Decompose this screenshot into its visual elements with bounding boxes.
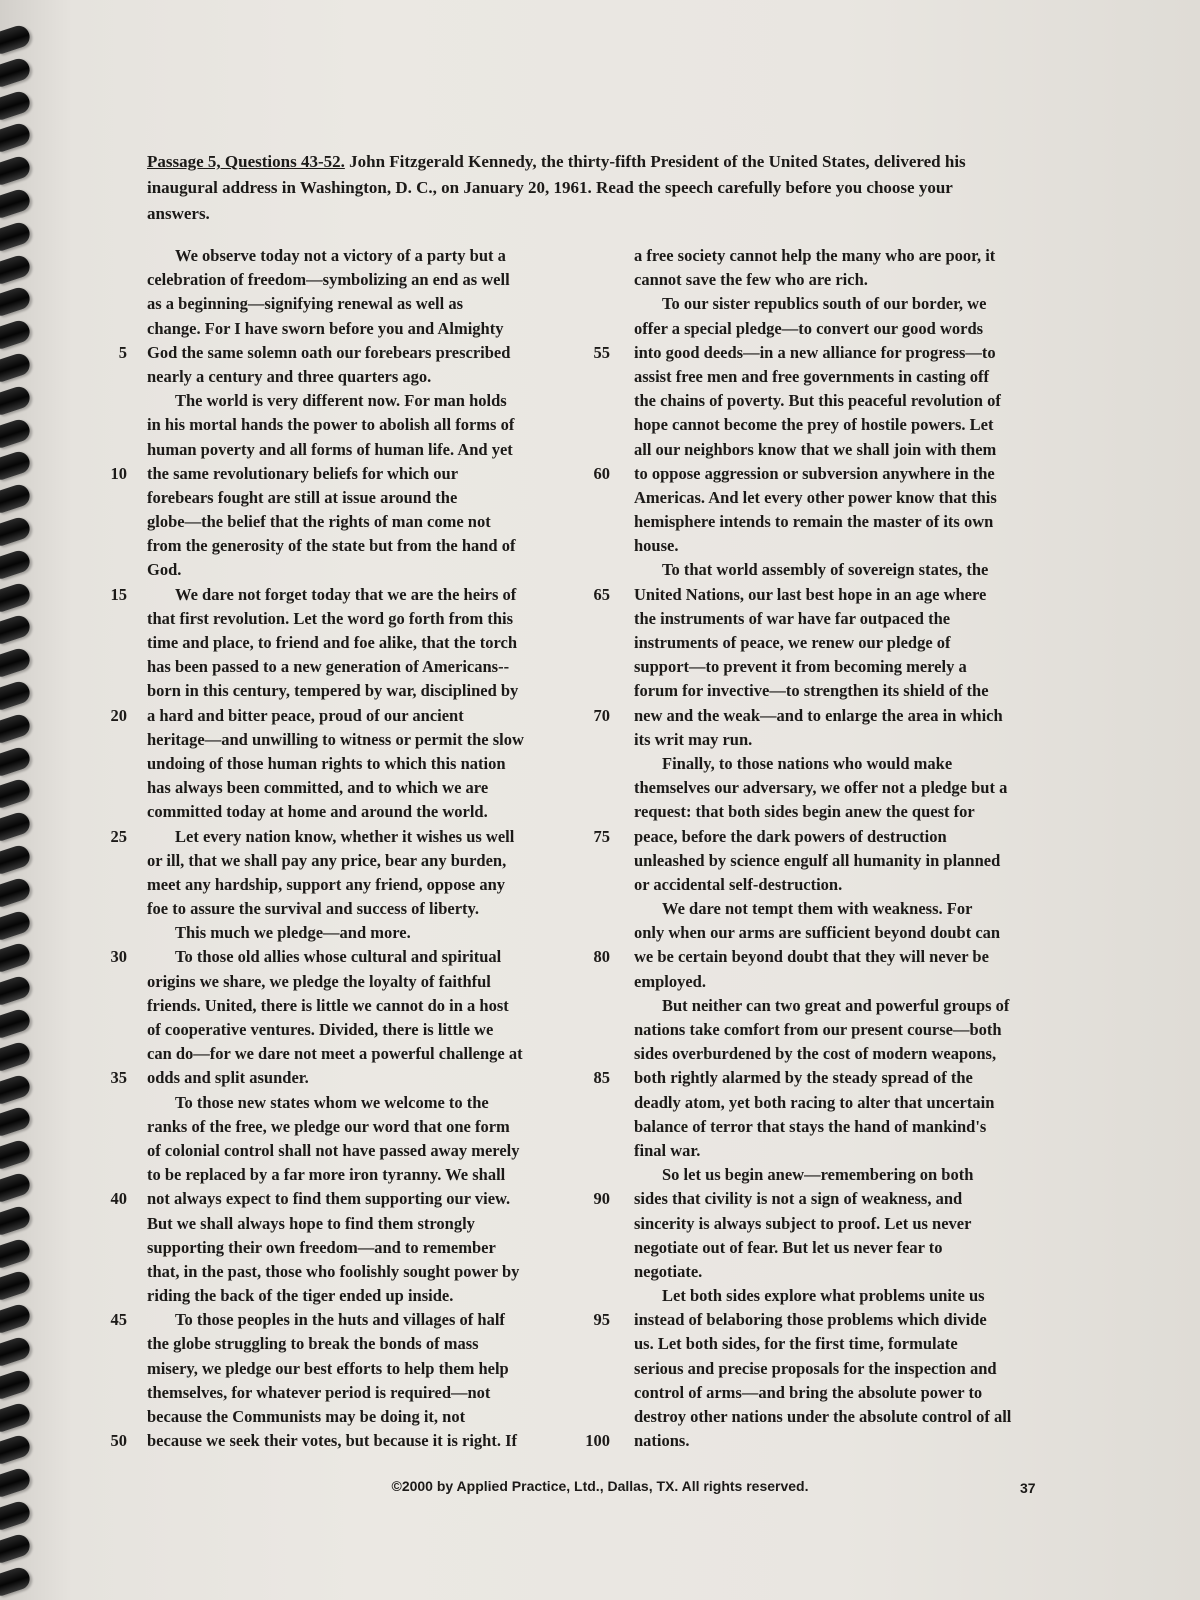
- spiral-ring: [0, 384, 33, 416]
- passage-line: [147, 268, 587, 292]
- passage-line: [634, 389, 1064, 413]
- passage-line: [634, 631, 1064, 655]
- passage-text: instead of belaboring those problems which divide: [634, 1310, 987, 1330]
- passage-text: forum for invective—to strengthen its shield of the: [634, 681, 989, 701]
- passage-line: [147, 631, 587, 655]
- passage-line: [147, 921, 587, 945]
- passage-text: ranks of the free, we pledge our word that one form: [147, 1116, 510, 1136]
- passage-text: the instruments of war have far outpaced the: [634, 608, 951, 628]
- passage-line: [110, 945, 587, 969]
- passage-text: new and the weak—and to enlarge the area in which: [634, 705, 1003, 725]
- passage-line: [593, 825, 1064, 849]
- passage-line: [634, 921, 1064, 945]
- passage-line: [593, 583, 1064, 607]
- passage-text: misery, we pledge our best efforts to help them help: [147, 1358, 509, 1378]
- passage-line: [634, 534, 1064, 558]
- passage-line: [147, 1163, 587, 1187]
- passage-text: balance of terror that stays the hand of mankind's: [634, 1116, 987, 1136]
- passage-line: [634, 1236, 1064, 1260]
- passage-text: The world is very different now. For man holds: [175, 391, 507, 411]
- passage-text: a hard and bitter peace, proud of our ancient: [147, 705, 464, 725]
- passage-text: we be certain beyond doubt that they will never be: [634, 947, 989, 967]
- passage-text: change. For I have sworn before you and Almighty: [147, 318, 504, 338]
- spiral-ring: [0, 1171, 33, 1203]
- passage-line: [634, 1042, 1064, 1066]
- spiral-ring: [0, 1073, 33, 1105]
- line-number: 5: [118, 342, 127, 362]
- passage-text: destroy other nations under the absolute control of all: [634, 1407, 1012, 1426]
- spiral-ring: [0, 515, 33, 547]
- passage-text: nations take comfort from our present course—both: [634, 1020, 1002, 1039]
- passage-line: [147, 728, 587, 752]
- passage-text: house.: [634, 536, 679, 556]
- passage-line: [634, 510, 1064, 534]
- passage-text: all our neighbors know that we shall join with them: [634, 439, 997, 459]
- passage-text: to be replaced by a far more iron tyranny. We shall: [147, 1165, 506, 1185]
- passage-text: origins we share, we pledge the loyalty of faithful: [147, 971, 491, 991]
- passage-line: [634, 413, 1064, 437]
- passage-text: instruments of peace, we renew our pledge of: [634, 633, 951, 652]
- passage-text: employed.: [634, 971, 706, 991]
- line-number: 20: [110, 705, 127, 725]
- passage-line: [634, 1260, 1064, 1284]
- passage-text: Americas. And let every other power know that this: [634, 487, 997, 507]
- passage-text: To our sister republics south of our border, we: [662, 294, 987, 314]
- spiral-ring: [0, 285, 33, 317]
- passage-text: nations.: [634, 1431, 690, 1451]
- passage-line: [634, 679, 1064, 703]
- line-number: 15: [110, 584, 127, 604]
- passage-text: not always expect to find them supporting our view.: [147, 1189, 511, 1209]
- passage-text: odds and split asunder.: [147, 1068, 309, 1088]
- passage-text: committed today at home and around the world.: [147, 802, 488, 822]
- passage-line: [593, 341, 1064, 365]
- spiral-ring: [0, 1040, 33, 1072]
- spiral-ring: [0, 1302, 33, 1334]
- passage-line: [634, 728, 1064, 752]
- passage-text: This much we pledge—and more.: [175, 923, 411, 943]
- passage-line: [634, 292, 1064, 316]
- passage-text: unleashed by science engulf all humanity in planned: [634, 850, 1001, 870]
- passage-line: [634, 800, 1064, 824]
- passage-text: because we seek their votes, but because it is right. If: [147, 1431, 517, 1451]
- passage-line: [110, 1187, 587, 1211]
- passage-line: [147, 849, 587, 873]
- passage-text: because the Communists may be doing it, not: [147, 1407, 466, 1426]
- intro-line: inaugural address in Washington, D. C., on January 20, 1961. Read the speech carefully before you choose your: [147, 178, 953, 197]
- passage-line: [147, 752, 587, 776]
- spiral-ring: [0, 1269, 33, 1301]
- passage-text: foe to assure the survival and success of liberty.: [147, 899, 479, 919]
- line-number: 40: [110, 1189, 127, 1209]
- spiral-ring: [0, 121, 33, 153]
- spiral-ring: [0, 777, 33, 809]
- spiral-ring: [0, 23, 33, 55]
- passage-line: [147, 776, 587, 800]
- passage-line: [634, 1381, 1064, 1405]
- spiral-ring: [0, 941, 33, 973]
- passage-text: only when our arms are sufficient beyond doubt can: [634, 923, 1001, 943]
- passage-line: [147, 244, 587, 268]
- spiral-ring: [0, 581, 33, 613]
- passage-text: the chains of poverty. But this peaceful revolution of: [634, 391, 1001, 411]
- passage-line: [634, 558, 1064, 582]
- passage-line: [147, 413, 587, 437]
- spiral-ring: [0, 56, 33, 88]
- passage-text: celebration of freedom—symbolizing an end as well: [147, 270, 510, 290]
- spiral-ring: [0, 1138, 33, 1170]
- spiral-ring: [0, 843, 33, 875]
- spiral-ring: [0, 1401, 33, 1433]
- passage-line: [147, 1042, 587, 1066]
- passage-text: support—to prevent it from becoming merely a: [634, 657, 967, 677]
- spiral-binding: [0, 20, 40, 1600]
- passage-text: has always been committed, and to which we are: [147, 778, 489, 798]
- passage-text: We dare not tempt them with weakness. For: [662, 899, 973, 919]
- passage-line: [634, 317, 1064, 341]
- passage-text: final war.: [634, 1140, 701, 1160]
- passage-line: [147, 970, 587, 994]
- spiral-ring: [0, 1335, 33, 1367]
- passage-right-column: [585, 244, 1064, 1453]
- passage-text: serious and precise proposals for the inspection and: [634, 1358, 997, 1378]
- passage-text: offer a special pledge—to convert our good words: [634, 318, 984, 338]
- passage-line: [147, 365, 587, 389]
- passage-text: time and place, to friend and foe alike, that the torch: [147, 633, 518, 652]
- passage-line: [634, 1091, 1064, 1115]
- passage-text: of cooperative ventures. Divided, there is little we: [147, 1020, 494, 1039]
- line-number: 65: [593, 584, 610, 604]
- spiral-ring: [0, 187, 33, 219]
- passage-text: We observe today not a victory of a party but a: [175, 246, 506, 265]
- passage-line: [147, 897, 587, 921]
- passage-line: [147, 679, 587, 703]
- passage-line: [110, 583, 587, 607]
- spiral-ring: [0, 1499, 33, 1531]
- passage-text: undoing of those human rights to which this nation: [147, 753, 506, 773]
- passage-text: heritage—and unwilling to witness or permit the slow: [147, 729, 524, 749]
- passage-text: So let us begin anew—remembering on both: [662, 1165, 974, 1185]
- passage-text: riding the back of the tiger ended up inside.: [147, 1286, 454, 1306]
- passage-line: [634, 1115, 1064, 1139]
- line-number: 55: [593, 342, 610, 362]
- passage-text: meet any hardship, support any friend, oppose any: [147, 874, 506, 894]
- spiral-ring: [0, 1237, 33, 1269]
- passage-line: [147, 1405, 587, 1429]
- passage-text: its writ may run.: [634, 729, 753, 749]
- passage-line: [634, 607, 1064, 631]
- passage-line: [634, 849, 1064, 873]
- passage-line: [147, 292, 587, 316]
- passage-line: [110, 825, 587, 849]
- passage-text: To those old allies whose cultural and spiritual: [175, 947, 502, 967]
- passage-line: [593, 1308, 1064, 1332]
- passage-line: [147, 389, 587, 413]
- passage-line: [634, 1405, 1064, 1429]
- line-number: 70: [593, 705, 610, 725]
- passage-text: God the same solemn oath our forebears prescribed: [147, 342, 511, 362]
- passage-text: a free society cannot help the many who are poor, it: [634, 246, 996, 265]
- spiral-ring: [0, 318, 33, 350]
- passage-text: assist free men and free governments in casting off: [634, 366, 990, 386]
- passage-line: [110, 704, 587, 728]
- passage-text: from the generosity of the state but from the hand of: [147, 536, 516, 556]
- spiral-ring: [0, 417, 33, 449]
- passage-line: [147, 558, 587, 582]
- passage-line: [147, 994, 587, 1018]
- passage-line: [147, 438, 587, 462]
- line-number: 90: [593, 1189, 610, 1209]
- passage-line: [147, 1018, 587, 1042]
- passage-line: [147, 655, 587, 679]
- passage-text: of colonial control shall not have passed away merely: [147, 1140, 520, 1160]
- passage-text: request: that both sides begin anew the quest for: [634, 802, 975, 822]
- passage-text: United Nations, our last best hope in an age where: [634, 584, 987, 604]
- passage-text: has been passed to a new generation of Americans--: [147, 657, 510, 677]
- passage-line: [147, 1260, 587, 1284]
- passage-text: Finally, to those nations who would make: [662, 753, 953, 773]
- passage-line: [634, 1212, 1064, 1236]
- passage-line: [634, 1139, 1064, 1163]
- passage-text: friends. United, there is little we cannot do in a host: [147, 995, 509, 1015]
- passage-text: negotiate.: [634, 1261, 703, 1281]
- spiral-ring: [0, 679, 33, 711]
- intro-line: John Fitzgerald Kennedy, the thirty-fifth President of the United States, delivered his: [344, 152, 966, 171]
- passage-line: [634, 873, 1064, 897]
- passage-text: God.: [147, 560, 182, 580]
- passage-line: [147, 1212, 587, 1236]
- spiral-ring: [0, 1368, 33, 1400]
- passage-text: both rightly alarmed by the steady spread of the: [634, 1068, 973, 1088]
- spiral-ring: [0, 351, 33, 383]
- spiral-ring: [0, 1204, 33, 1236]
- passage-line: [634, 655, 1064, 679]
- passage-line: [147, 1332, 587, 1356]
- line-number: 25: [110, 826, 127, 846]
- passage-text: can do—for we dare not meet a powerful challenge at: [147, 1044, 523, 1064]
- passage-line: [634, 268, 1064, 292]
- line-number: 95: [593, 1310, 610, 1330]
- spiral-ring: [0, 1007, 33, 1039]
- passage-text: themselves our adversary, we offer not a pledge but a: [634, 778, 1008, 798]
- passage-line: [634, 1332, 1064, 1356]
- passage-text: hemisphere intends to remain the master of its own: [634, 512, 994, 532]
- copyright-footer: ©2000 by Applied Practice, Ltd., Dallas, TX. All rights reserved.: [391, 1478, 809, 1494]
- line-number: 45: [110, 1310, 127, 1330]
- passage-text: the same revolutionary beliefs for which our: [147, 463, 459, 483]
- passage-line: [147, 607, 587, 631]
- passage-line: [118, 341, 587, 365]
- passage-line: [593, 1187, 1064, 1211]
- intro-line: answers.: [147, 204, 210, 223]
- passage-text: themselves, for whatever period is required—not: [147, 1382, 491, 1402]
- passage-text: into good deeds—in a new alliance for progress—to: [634, 342, 996, 362]
- spiral-ring: [0, 220, 33, 252]
- passage-line: [634, 244, 1064, 268]
- spiral-ring: [0, 482, 33, 514]
- passage-line: [110, 1066, 587, 1090]
- spiral-ring: [0, 712, 33, 744]
- line-number: 80: [593, 947, 610, 967]
- passage-text: Let both sides explore what problems unite us: [662, 1286, 985, 1306]
- page-number: 37: [1020, 1480, 1036, 1496]
- passage-line: [110, 1308, 587, 1332]
- passage-text: human poverty and all forms of human life. And yet: [147, 439, 513, 459]
- passage-text: that, in the past, those who foolishly sought power by: [147, 1261, 520, 1281]
- line-number: 35: [110, 1068, 127, 1088]
- line-number: 100: [585, 1431, 610, 1451]
- passage-text: or accidental self-destruction.: [634, 874, 843, 894]
- passage-text: sides overburdened by the cost of modern weapons,: [634, 1044, 997, 1064]
- passage-text: But we shall always hope to find them strongly: [147, 1213, 475, 1233]
- line-number: 60: [593, 463, 610, 483]
- passage-line: [585, 1429, 1064, 1453]
- spiral-ring: [0, 253, 33, 285]
- passage-text: peace, before the dark powers of destruction: [634, 826, 947, 846]
- passage-line: [147, 800, 587, 824]
- passage-line: [634, 438, 1064, 462]
- spiral-ring: [0, 548, 33, 580]
- line-number: 85: [593, 1068, 610, 1088]
- passage-line: [147, 1091, 587, 1115]
- passage-line: [147, 534, 587, 558]
- spiral-ring: [0, 449, 33, 481]
- passage-line: [634, 365, 1064, 389]
- passage-line: [634, 1357, 1064, 1381]
- spiral-ring: [0, 1532, 33, 1564]
- passage-text: To those new states whom we welcome to the: [175, 1092, 489, 1112]
- passage-line: [634, 1163, 1064, 1187]
- passage-text: born in this century, tempered by war, disciplined by: [147, 681, 519, 701]
- passage-line: [634, 970, 1064, 994]
- passage-text: deadly atom, yet both racing to alter that uncertain: [634, 1092, 995, 1112]
- passage-text: Let every nation know, whether it wishes us well: [175, 826, 515, 846]
- passage-intro: [147, 149, 1077, 227]
- passage-line: [147, 486, 587, 510]
- spiral-ring: [0, 974, 33, 1006]
- passage-text: as a beginning—signifying renewal as well as: [147, 294, 463, 314]
- passage-text: negotiate out of fear. But let us never fear to: [634, 1237, 943, 1257]
- passage-text: nearly a century and three quarters ago.: [147, 366, 432, 386]
- passage-text: hope cannot become the prey of hostile powers. Let: [634, 415, 994, 435]
- passage-text: in his mortal hands the power to abolish all forms of: [147, 415, 515, 435]
- spiral-ring: [0, 745, 33, 777]
- passage-line: [634, 1284, 1064, 1308]
- spiral-ring: [0, 1433, 33, 1465]
- passage-line: [634, 897, 1064, 921]
- passage-line: [593, 704, 1064, 728]
- spiral-ring: [0, 810, 33, 842]
- passage-line: [147, 1284, 587, 1308]
- passage-text: sides that civility is not a sign of weakness, and: [634, 1189, 963, 1209]
- spiral-ring: [0, 1565, 33, 1597]
- passage-text: cannot save the few who are rich.: [634, 270, 868, 290]
- passage-text: us. Let both sides, for the first time, formulate: [634, 1334, 958, 1354]
- passage-text: We dare not forget today that we are the heirs of: [175, 584, 517, 604]
- passage-text: supporting their own freedom—and to remember: [147, 1237, 496, 1257]
- passage-text: To that world assembly of sovereign states, the: [662, 560, 989, 580]
- passage-line: [147, 1139, 587, 1163]
- passage-line: [147, 873, 587, 897]
- passage-line: [593, 1066, 1064, 1090]
- passage-line: [147, 510, 587, 534]
- passage-text: the globe struggling to break the bonds of mass: [147, 1334, 479, 1354]
- passage-line: [634, 1018, 1064, 1042]
- passage-text: control of arms—and bring the absolute power to: [634, 1382, 983, 1402]
- line-number: 10: [110, 463, 127, 483]
- passage-line: [110, 1429, 587, 1453]
- passage-line: [634, 776, 1064, 800]
- passage-text: forebears fought are still at issue around the: [147, 487, 458, 507]
- passage-text: to oppose aggression or subversion anywhere in the: [634, 463, 995, 483]
- line-number: 30: [110, 947, 127, 967]
- passage-text: To those peoples in the huts and villages of half: [175, 1310, 505, 1330]
- passage-line: [593, 945, 1064, 969]
- spiral-ring: [0, 646, 33, 678]
- passage-left-column: [110, 244, 587, 1453]
- passage-line: [147, 1236, 587, 1260]
- spiral-ring: [0, 89, 33, 121]
- passage-line: [634, 486, 1064, 510]
- passage-text: or ill, that we shall pay any price, bear any burden,: [147, 850, 507, 870]
- line-number: 50: [110, 1431, 127, 1451]
- passage-line: [634, 752, 1064, 776]
- passage-line: [634, 994, 1064, 1018]
- passage-line: [110, 462, 587, 486]
- passage-line: [147, 1115, 587, 1139]
- spiral-ring: [0, 613, 33, 645]
- passage-text: globe—the belief that the rights of man come not: [147, 512, 491, 532]
- spiral-ring: [0, 876, 33, 908]
- passage-reference: Passage 5, Questions 43-52.: [147, 152, 345, 171]
- spiral-ring: [0, 909, 33, 941]
- passage-text: that first revolution. Let the word go forth from this: [147, 608, 514, 628]
- passage-line: [147, 317, 587, 341]
- passage-text: sincerity is always subject to proof. Let us never: [634, 1213, 972, 1233]
- passage-text: But neither can two great and powerful groups of: [662, 995, 1010, 1015]
- passage-line: [147, 1357, 587, 1381]
- line-number: 75: [593, 826, 610, 846]
- passage-line: [593, 462, 1064, 486]
- spiral-ring: [0, 154, 33, 186]
- passage-line: [147, 1381, 587, 1405]
- spiral-ring: [0, 1105, 33, 1137]
